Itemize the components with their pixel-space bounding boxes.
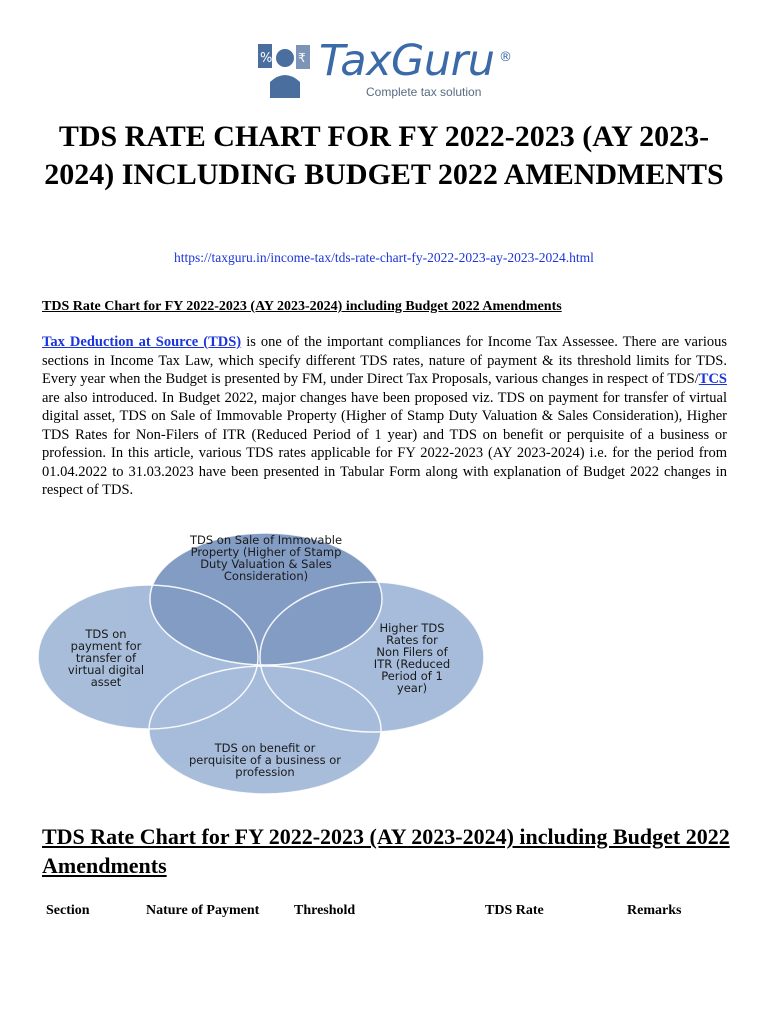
venn-left-line-3: transfer of [75, 651, 137, 665]
venn-right-line-2: Rates for [386, 633, 438, 647]
venn-bottom-line-1: TDS on benefit or [214, 741, 316, 755]
venn-top-line-4: Consideration) [223, 569, 309, 583]
venn-right-line-4: ITR (Reduced [373, 657, 451, 671]
tcs-link[interactable]: TCS [698, 371, 727, 387]
intro-paragraph [42, 333, 727, 500]
venn-top-line-1: TDS on Sale of Immovable [189, 533, 343, 547]
venn-left-line-1: TDS on [85, 627, 127, 641]
logo-brand-text: TaxGuru [319, 36, 495, 86]
svg-text:%: % [260, 51, 273, 66]
tds-table-header-row [0, 903, 768, 923]
tds-link[interactable]: Tax Deduction at Source (TDS) [42, 334, 242, 350]
table-header-tds-rate: TDS Rate [485, 903, 544, 918]
venn-top-line-3: Duty Valuation & Sales [200, 557, 332, 571]
table-header-threshold: Threshold [294, 903, 356, 918]
venn-right-line-3: Non Filers of [376, 645, 448, 659]
taxguru-logo-mark-icon [256, 42, 312, 98]
venn-left-line-5: asset [90, 675, 122, 689]
logo-tagline: Complete tax solution [366, 85, 482, 99]
venn-right-line-6: year) [396, 681, 428, 695]
venn-left-line-4: virtual digital [67, 663, 145, 677]
venn-bottom-line-3: profession [235, 765, 295, 779]
rate-chart-heading: TDS Rate Chart for FY 2022-2023 (AY 2023-2024) including Budget 2022 Amendments [42, 824, 730, 878]
venn-top-line-2: Property (Higher of Stamp [190, 545, 342, 559]
venn-right-line-5: Period of 1 [381, 669, 443, 683]
table-header-remarks: Remarks [627, 903, 682, 918]
table-header-nature-of-payment: Nature of Payment [146, 903, 260, 918]
venn-right-line-1: Higher TDS [379, 621, 445, 635]
intro-text-part-2: are also introduced. In Budget 2022, major changes have been proposed viz. TDS on payment for transfer of virtual digital asset, TDS on Sale of Immovable Property (Higher of Stamp Duty Valuation & Sales Consideration), Higher TDS Rates for Non-Filers of ITR (Reduced Period of 1 year) and TDS on benefit or perquisite of a business or profession. In this article, various TDS rates applicable for FY 2022-2023 (AY 2023-2024) i.e. for the period from 01.04.2022 to 31.03.2023 have been presented in Tabular Form along with explanation of Budget 2022 changes in respect of TDS. [42, 389, 727, 498]
svg-text:₹: ₹ [298, 51, 306, 65]
article-sub-heading: TDS Rate Chart for FY 2022-2023 (AY 2023-2024) including Budget 2022 Amendments [42, 299, 562, 314]
article-url-link[interactable]: https://taxguru.in/income-tax/tds-rate-chart-fy-2022-2023-ay-2023-2024.html [174, 250, 594, 265]
budget-changes-venn-diagram [38, 520, 490, 795]
taxguru-logo [256, 36, 518, 104]
page-title: TDS RATE CHART FOR FY 2022-2023 (AY 2023-2024) INCLUDING BUDGET 2022 AMENDMENTS [44, 120, 724, 191]
venn-bottom-line-2: perquisite of a business or [188, 753, 342, 767]
intro-text-part-1: is one of the important compliances for Income Tax Assessee. There are various sections in Income Tax Law, which specify different TDS rates, nature of payment & its threshold limits for TDS. Every year when the Budget is presented by FM, under Direct Tax Proposals, various changes in respect of TDS/ [42, 334, 727, 387]
table-header-section: Section [46, 903, 90, 918]
venn-left-line-2: payment for [70, 639, 142, 653]
logo-registered-mark: ® [499, 50, 512, 65]
